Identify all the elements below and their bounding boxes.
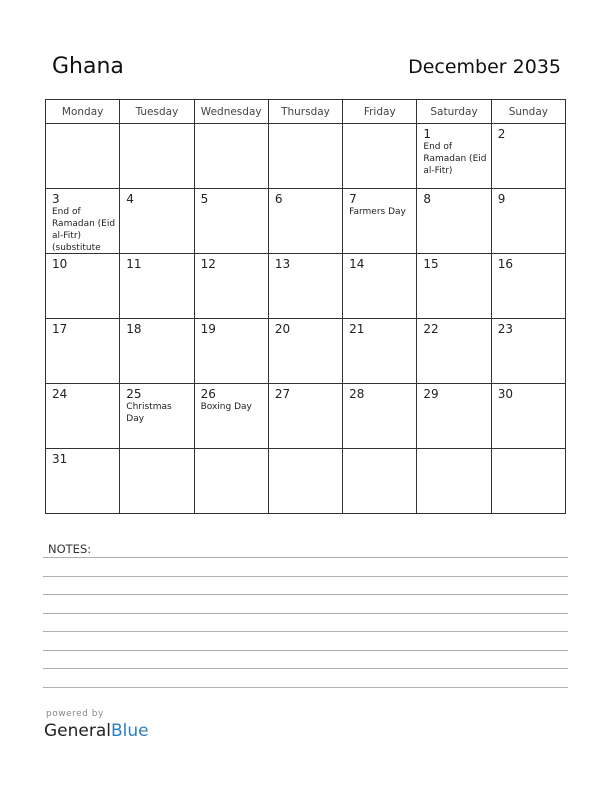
- calendar-week-row: [46, 384, 566, 449]
- day-number: 14: [349, 257, 365, 271]
- empty-day-cell: [491, 449, 565, 514]
- day-cell-28: [343, 384, 417, 449]
- day-number: 4: [126, 192, 134, 206]
- day-cell-24: [46, 384, 120, 449]
- day-number: 7: [349, 192, 357, 206]
- notes-line: [43, 594, 568, 595]
- day-cell-6: [268, 189, 342, 254]
- notes-line: [43, 557, 568, 558]
- day-cell-19: [194, 319, 268, 384]
- calendar-week-row: [46, 449, 566, 514]
- day-cell-3: [46, 189, 120, 254]
- weekday-tuesday: Tuesday: [120, 100, 194, 124]
- day-cell-20: [268, 319, 342, 384]
- calendar-week-row: [46, 254, 566, 319]
- day-cell-25: [120, 384, 194, 449]
- powered-by-text: powered by: [46, 709, 104, 719]
- day-number: 12: [200, 257, 216, 271]
- day-cell-13: [268, 254, 342, 319]
- country-title: Ghana: [52, 54, 124, 79]
- day-number: 24: [52, 387, 68, 401]
- day-cell-8: [417, 189, 491, 254]
- day-number: 13: [274, 257, 291, 271]
- day-number: 19: [200, 322, 216, 336]
- empty-day-cell: [268, 449, 342, 514]
- day-number: 22: [423, 322, 439, 336]
- notes-label: NOTES:: [48, 542, 92, 556]
- empty-day-cell: [120, 449, 194, 514]
- day-cell-2: [491, 124, 565, 189]
- weekday-sunday: Sunday: [491, 100, 565, 124]
- day-cell-5: [194, 189, 268, 254]
- notes-line: [43, 668, 568, 669]
- day-cell-1: [417, 124, 491, 189]
- month-year-title: December 2035: [408, 56, 561, 78]
- holiday-label: Christmas Day: [126, 402, 172, 424]
- calendar-week-row: [46, 319, 566, 384]
- holiday-label: End of Ramadan (Eid al-Fitr) (substitute: [52, 207, 116, 253]
- empty-day-cell: [46, 124, 120, 189]
- day-cell-22: [417, 319, 491, 384]
- day-number: 25: [126, 387, 142, 401]
- holiday-label: Boxing Day: [200, 402, 252, 412]
- day-number: 18: [126, 322, 142, 336]
- brand-blue: Blue: [111, 721, 149, 741]
- notes-line: [43, 650, 568, 651]
- day-number: 10: [52, 257, 68, 271]
- calendar-grid: [45, 99, 566, 514]
- calendar-week-row: [46, 189, 566, 254]
- holiday-label: End of Ramadan (Eid al-Fitr): [423, 142, 487, 176]
- notes-line: [43, 576, 568, 577]
- weekday-friday: Friday: [343, 100, 417, 124]
- day-cell-21: [343, 319, 417, 384]
- day-number: 9: [497, 192, 506, 206]
- day-cell-9: [491, 189, 565, 254]
- day-number: 2: [497, 127, 506, 141]
- notes-line: [43, 613, 568, 614]
- day-number: 28: [349, 387, 365, 401]
- empty-day-cell: [194, 124, 268, 189]
- weekday-wednesday: Wednesday: [194, 100, 268, 124]
- day-cell-15: [417, 254, 491, 319]
- day-number: 31: [52, 452, 68, 466]
- day-cell-16: [491, 254, 565, 319]
- day-cell-10: [46, 254, 120, 319]
- day-cell-30: [491, 384, 565, 449]
- weekday-saturday: Saturday: [417, 100, 491, 124]
- day-number: 15: [423, 257, 439, 271]
- day-cell-11: [120, 254, 194, 319]
- day-cell-27: [268, 384, 342, 449]
- empty-day-cell: [417, 449, 491, 514]
- day-cell-4: [120, 189, 194, 254]
- day-cell-23: [491, 319, 565, 384]
- day-cell-17: [46, 319, 120, 384]
- day-cell-14: [343, 254, 417, 319]
- weekday-thursday: Thursday: [268, 100, 342, 124]
- day-number: 16: [497, 257, 513, 271]
- weekday-monday: Monday: [46, 100, 120, 124]
- day-number: 30: [497, 387, 513, 401]
- notes-line: [43, 687, 568, 688]
- holiday-label: Farmers Day: [349, 207, 406, 217]
- day-number: 8: [423, 192, 432, 206]
- day-number: 17: [52, 322, 68, 336]
- empty-day-cell: [343, 124, 417, 189]
- empty-day-cell: [120, 124, 194, 189]
- day-number: 26: [200, 387, 216, 401]
- day-number: 27: [274, 387, 291, 401]
- day-number: 29: [423, 387, 439, 401]
- day-cell-26: [194, 384, 268, 449]
- day-number: 20: [274, 322, 291, 336]
- day-cell-18: [120, 319, 194, 384]
- calendar-week-row: [46, 124, 566, 189]
- empty-day-cell: [268, 124, 342, 189]
- generalblue-logo[interactable]: [44, 721, 149, 741]
- brand-general: General: [44, 721, 111, 741]
- weekday-header-row: [46, 100, 566, 124]
- day-number: 11: [126, 257, 142, 271]
- day-number: 3: [52, 192, 60, 206]
- notes-line: [43, 631, 568, 632]
- day-number: 1: [423, 127, 432, 141]
- day-number: 23: [497, 322, 513, 336]
- day-number: 6: [274, 192, 283, 206]
- day-cell-29: [417, 384, 491, 449]
- day-number: 21: [349, 322, 365, 336]
- empty-day-cell: [194, 449, 268, 514]
- day-cell-7: [343, 189, 417, 254]
- day-number: 5: [200, 192, 209, 206]
- empty-day-cell: [343, 449, 417, 514]
- day-cell-31: [46, 449, 120, 514]
- day-cell-12: [194, 254, 268, 319]
